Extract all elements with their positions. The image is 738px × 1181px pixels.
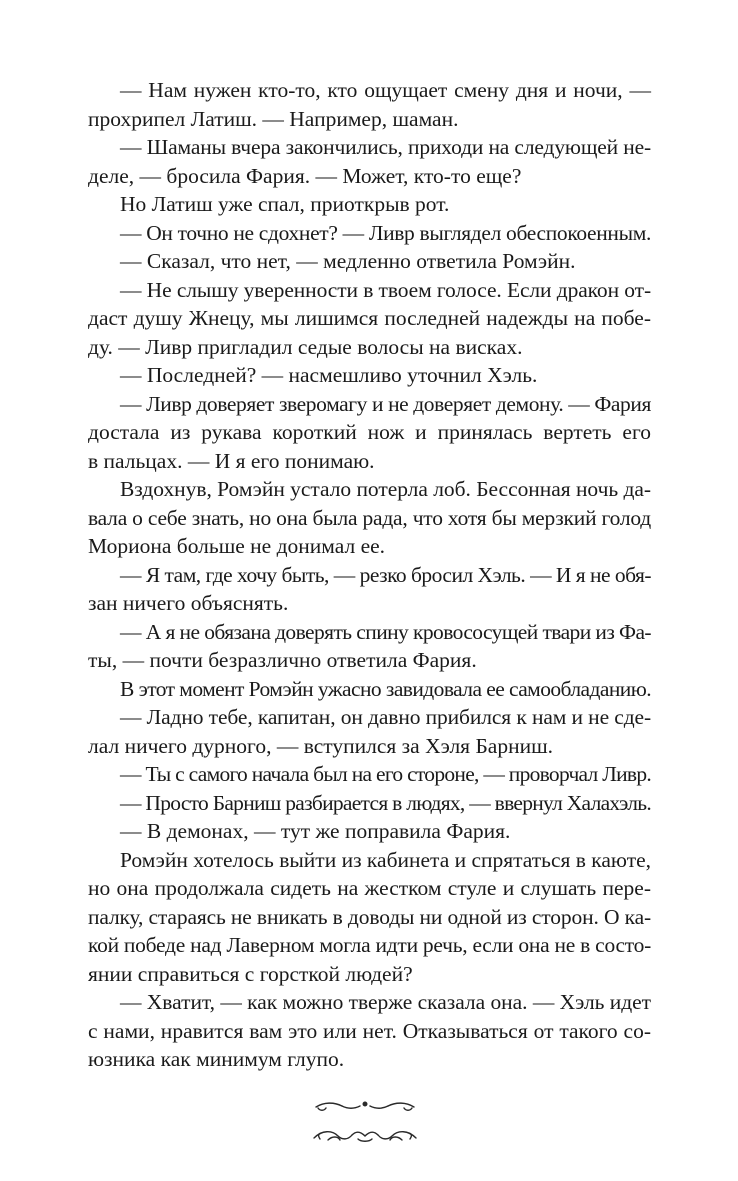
- paragraph: [88, 247, 651, 276]
- text-line: деле, — бросила Фария. — Может, кто-то еще?: [88, 163, 522, 188]
- text-line: юзника как минимум глупо.: [88, 1047, 345, 1071]
- text-line: Вздохнув, Ромэйн устало потерла лоб. Бессонная ночь да-: [120, 477, 651, 501]
- paragraph: [88, 475, 651, 561]
- text-line: — Ливр доверяет зверомагу и не доверяет демону. — Фария: [120, 391, 651, 416]
- paragraph: [88, 76, 651, 133]
- text-line: — Он точно не сдохнет? — Ливр выглядел обеспокоенным.: [120, 220, 652, 245]
- text-line: — Нам нужен кто-то, кто ощущает смену дня и ночи, —: [120, 78, 651, 102]
- paragraph: [88, 789, 651, 818]
- paragraph: [88, 219, 651, 248]
- text-line: — Шаманы вчера закончились, приходи на следующей не-: [120, 135, 651, 159]
- paragraph: [88, 760, 651, 789]
- text-line: — Просто Барниш разбирается в людях, — ввернул Халахэль.: [120, 790, 652, 815]
- text-line: с нами, нравится вам это или нет. Отказываться от такого со-: [88, 1018, 651, 1043]
- text-line: — В демонах, — тут же поправила Фария.: [120, 819, 511, 843]
- text-line: зан ничего объяснять.: [88, 591, 289, 615]
- text-line: достала из рукава короткий нож и принялась вертеть его: [88, 420, 651, 444]
- scroll-ornament-icon: [310, 1098, 420, 1148]
- paragraph: [88, 817, 651, 846]
- text-line: — Я там, где хочу быть, — резко бросил Хэль. — И я не обя-: [120, 562, 652, 587]
- text-line: — Последней? — насмешливо уточнил Хэль.: [120, 363, 538, 387]
- text-line: — Не слышу уверенности в твоем голосе. Если дракон от-: [120, 277, 652, 302]
- text-line: но она продолжала сидеть на жестком стуле и слушать пере-: [88, 876, 651, 900]
- paragraph: [88, 390, 651, 476]
- text-line: — Хватит, — как можно тверже сказала она. — Хэль идет: [120, 990, 652, 1014]
- page-text: [88, 76, 651, 1074]
- text-line: даст душу Жнецу, мы лишимся последней надежды на побе-: [88, 306, 651, 330]
- text-line: вала о себе знать, но она была рада, что хотя бы мерзкий голод: [88, 505, 652, 530]
- paragraph: [88, 618, 651, 675]
- text-line: янии справиться с горсткой людей?: [88, 961, 413, 986]
- text-line: кой победе над Лаверном могла идти речь, если она не в состо-: [88, 933, 651, 957]
- paragraph: [88, 703, 651, 760]
- text-line: прохрипел Латиш. — Например, шаман.: [88, 106, 459, 131]
- paragraph: [88, 561, 651, 618]
- paragraph: [88, 988, 651, 1074]
- text-line: палку, стараясь не вникать в доводы ни одной из сторон. О ка-: [88, 904, 651, 929]
- text-line: — А я не обязана доверять спину кровососущей твари из Фа-: [120, 619, 652, 644]
- text-line: лал ничего дурного, — вступился за Хэля Барниш.: [88, 733, 554, 758]
- paragraph: [88, 133, 651, 190]
- text-line: В этот момент Ромэйн ужасно завидовала ее самообладанию.: [120, 676, 652, 701]
- text-line: — Ты с самого начала был на его стороне, — проворчал Ливр.: [120, 762, 652, 786]
- text-line: в пальцах. — И я его понимаю.: [88, 448, 375, 473]
- text-line: Мориона больше не донимал ее.: [88, 534, 386, 558]
- paragraph: [88, 846, 651, 989]
- paragraph: [88, 361, 651, 390]
- text-line: Ромэйн хотелось выйти из кабинета и спрятаться в каюте,: [120, 847, 651, 872]
- text-line: ду. — Ливр пригладил седые волосы на висках.: [88, 334, 523, 359]
- paragraph: [88, 675, 651, 704]
- paragraph: [88, 190, 651, 219]
- paragraph: [88, 276, 651, 362]
- text-line: — Ладно тебе, капитан, он давно прибился к нам и не сде-: [120, 705, 652, 729]
- text-line: — Сказал, что нет, — медленно ответила Ромэйн.: [120, 249, 576, 273]
- text-line: Но Латиш уже спал, приоткрыв рот.: [120, 192, 450, 216]
- text-line: ты, — почти безразлично ответила Фария.: [88, 648, 477, 672]
